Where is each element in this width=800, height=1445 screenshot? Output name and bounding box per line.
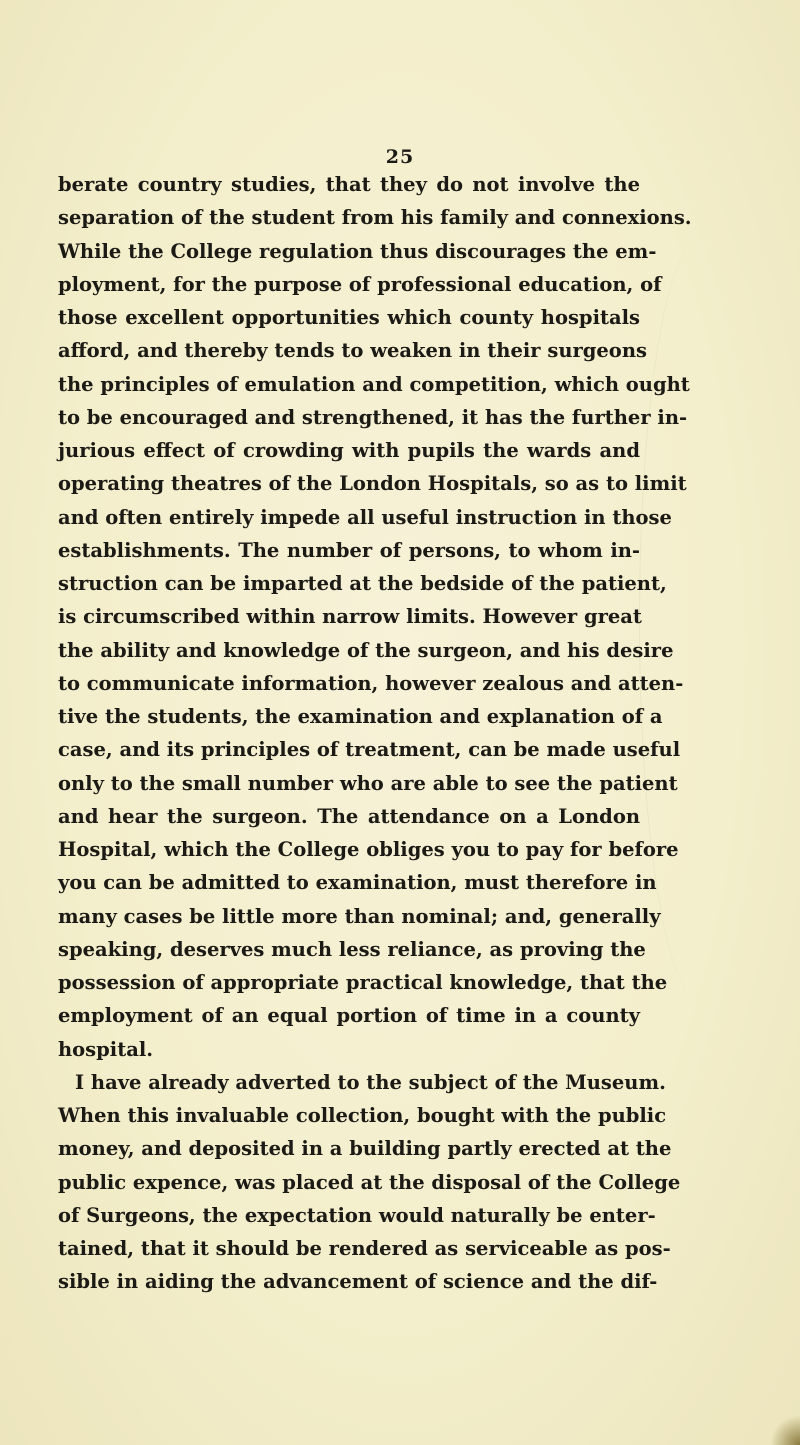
- text-line: Hospital, which the College obliges you to pay for before: [58, 838, 679, 861]
- text-line: and hear the surgeon. The attendance on a London: [58, 804, 640, 828]
- text-line: and often entirely impede all useful instruction in those: [58, 505, 672, 529]
- text-line: possession of appropriate practical knowledge, that the: [58, 971, 668, 994]
- text-line: establishments. The number of persons, to whom in-: [58, 538, 640, 562]
- text-line: many cases be little more than nominal; and, generally: [58, 904, 661, 928]
- text-line: struction can be imparted at the bedside of the patient,: [58, 572, 667, 595]
- text-line: When this invaluable collection, bought with the public: [58, 1104, 667, 1127]
- text-line: operating theatres of the London Hospitals, so as to limit: [58, 472, 687, 496]
- text-line: the ability and knowledge of the surgeon, and his desire: [58, 638, 674, 662]
- text-line: to be encouraged and strengthened, it has the further in-: [58, 405, 688, 429]
- page-number: 25: [385, 146, 415, 168]
- text-line: only to the small number who are able to see the patient: [58, 771, 678, 795]
- text-line: tive the students, the examination and explanation of a: [58, 705, 663, 728]
- text-line: the principles of emulation and competition, which ought: [58, 372, 690, 396]
- text-line: tained, that it should be rendered as serviceable as pos-: [58, 1237, 671, 1260]
- text-line: berate country studies, that they do not involve the: [58, 173, 640, 196]
- text-line: afford, and thereby tends to weaken in their surgeons: [58, 339, 647, 363]
- text-line: to communicate information, however zealous and atten-: [58, 671, 684, 695]
- text-line: jurious effect of crowding with pupils the wards and: [58, 439, 640, 462]
- text-line: public expence, was placed at the disposal of the College: [58, 1170, 681, 1194]
- text-line: speaking, deserves much less reliance, as proving the: [58, 937, 646, 961]
- body-text: [58, 168, 692, 1299]
- text-line: you can be admitted to examination, must therefore in: [58, 871, 657, 895]
- text-line: of Surgeons, the expectation would naturally be enter-: [58, 1203, 656, 1227]
- text-line: separation of the student from his family and connexions.: [58, 206, 692, 230]
- text-line: ployment, for the purpose of professional education, of: [58, 272, 662, 296]
- text-line: is circumscribed within narrow limits. However great: [58, 605, 642, 629]
- text-line: case, and its principles of treatment, can be made useful: [58, 738, 681, 762]
- text-line: employment of an equal portion of time in a county: [58, 1004, 640, 1028]
- corner-stain: [770, 1415, 800, 1445]
- text-line: sible in aiding the advancement of science and the dif-: [58, 1270, 658, 1294]
- text-line: I have already adverted to the subject of the Museum.: [75, 1070, 666, 1094]
- show-through-shadow: [639, 240, 760, 1000]
- text-line: While the College regulation thus discourages the em-: [58, 239, 657, 263]
- text-line: money, and deposited in a building partly erected at the: [58, 1137, 672, 1161]
- text-line: those excellent opportunities which county hospitals: [58, 306, 640, 329]
- text-line: hospital.: [58, 1037, 154, 1061]
